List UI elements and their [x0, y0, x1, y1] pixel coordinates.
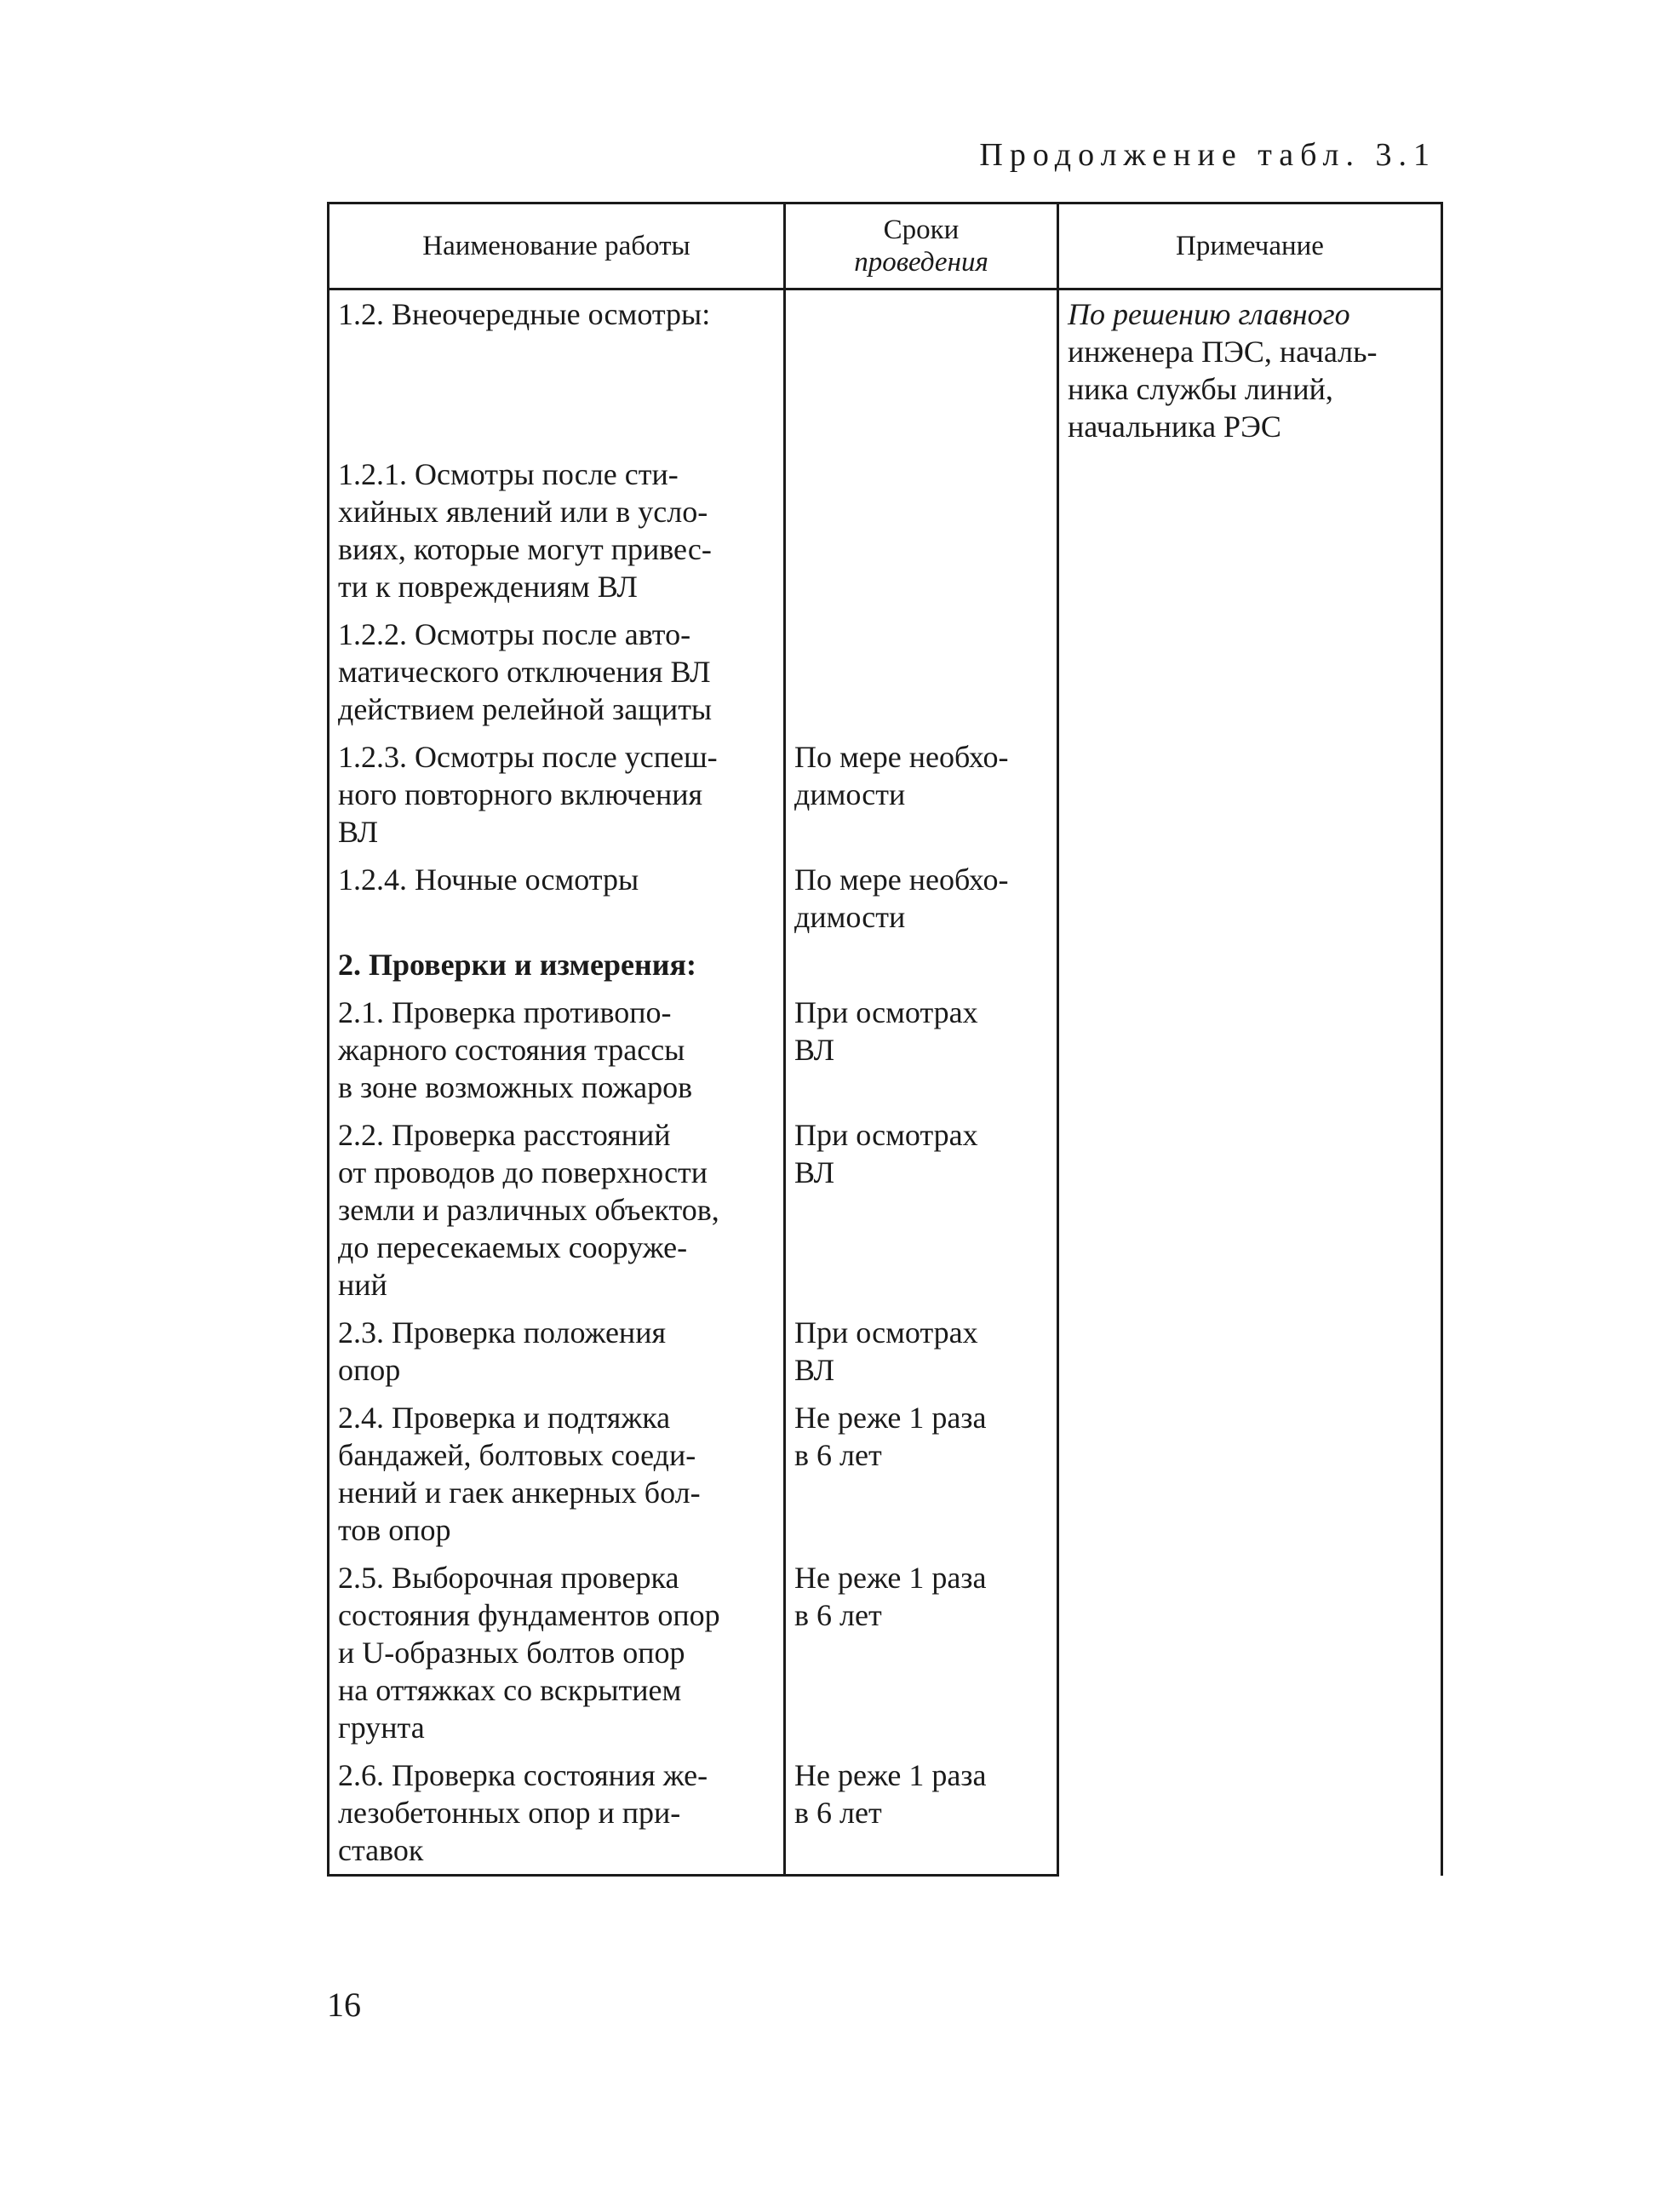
note-line: начальника РЭС [1068, 410, 1281, 444]
schedule-line: По мере необхо- [794, 862, 1009, 897]
schedule-cell [785, 1751, 1058, 1876]
work-name-line: 2.5. Выборочная проверка [338, 1561, 679, 1595]
work-name-line: 2.4. Проверка и подтяжка [338, 1401, 671, 1435]
work-name-line: ВЛ [338, 815, 379, 849]
work-name-line: матического отключения ВЛ [338, 655, 711, 689]
schedule-cell [785, 989, 1058, 1111]
work-name-line [338, 333, 778, 370]
page-number: 16 [327, 1986, 361, 2024]
work-name-line: хийных явлений или в усло- [338, 495, 708, 529]
work-name-cell [329, 989, 785, 1111]
work-name-line: земли и различных объектов, [338, 1193, 719, 1227]
work-name-cell [329, 1394, 785, 1554]
schedule-cell [785, 450, 1058, 610]
schedule-cell [785, 941, 1058, 989]
maintenance-table [327, 202, 1443, 1877]
note-cell [1058, 289, 1442, 1876]
work-name-line: ний [338, 1268, 387, 1302]
work-name-cell [329, 941, 785, 989]
note-line: ника службы линий, [1068, 372, 1333, 406]
schedule-cell [785, 1394, 1058, 1554]
work-name-line: виях, которые могут привес- [338, 532, 712, 566]
schedule-cell [785, 1111, 1058, 1309]
work-name-cell [329, 856, 785, 941]
work-name-line: бандажей, болтовых соеди- [338, 1438, 696, 1472]
work-name-line: лезобетонных опор и при- [338, 1796, 681, 1830]
work-name-line: 2.6. Проверка состояния же- [338, 1758, 708, 1792]
work-name-line: до пересекаемых сооруже- [338, 1230, 688, 1264]
schedule-line: димости [794, 900, 906, 934]
schedule-line: ВЛ [794, 1155, 835, 1189]
work-name-line: 2. Проверки и измерения: [338, 948, 696, 982]
work-name-line: 1.2. Внеочередные осмотры: [338, 297, 711, 331]
schedule-line: ВЛ [794, 1353, 835, 1387]
schedule-line: в 6 лет [794, 1598, 882, 1632]
work-name-line: действием релейной защиты [338, 692, 713, 726]
work-name-line: грунта [338, 1711, 425, 1745]
table-header-row [329, 203, 1442, 289]
work-name-cell [329, 1554, 785, 1751]
work-name-line: 2.2. Проверка расстояний [338, 1118, 671, 1152]
schedule-cell [785, 1554, 1058, 1751]
work-name-line: состояния фундаментов опор [338, 1598, 720, 1632]
table-body [329, 289, 1442, 1876]
work-name-line [338, 408, 778, 445]
work-name-line: от проводов до поверхности [338, 1155, 708, 1189]
work-name-line: опор [338, 1353, 401, 1387]
schedule-line: При осмотрах [794, 995, 978, 1029]
note-line: инженера ПЭС, началь- [1068, 335, 1378, 369]
work-name-cell [329, 733, 785, 856]
header-schedule-line2: проведения [854, 247, 988, 278]
schedule-line: При осмотрах [794, 1315, 978, 1350]
work-name-cell [329, 289, 785, 451]
work-name-line: в зоне возможных пожаров [338, 1070, 693, 1104]
table-row [329, 289, 1442, 451]
work-name-cell [329, 450, 785, 610]
note-line: По решению главного [1068, 297, 1350, 331]
work-name-line: на оттяжках со вскрытием [338, 1673, 682, 1707]
schedule-line: Не реже 1 раза [794, 1758, 987, 1792]
work-name-line: и U-образных болтов опор [338, 1636, 685, 1670]
work-name-line: 1.2.3. Осмотры после успеш- [338, 740, 718, 774]
work-name-cell [329, 610, 785, 733]
header-work-name: Наименование работы [329, 203, 785, 289]
schedule-line: Не реже 1 раза [794, 1561, 987, 1595]
header-schedule [785, 203, 1058, 289]
work-name-line: ставок [338, 1833, 424, 1867]
schedule-line: По мере необхо- [794, 740, 1009, 774]
work-name-line: 1.2.1. Осмотры после сти- [338, 457, 679, 491]
work-name-cell [329, 1751, 785, 1876]
work-name-line: 2.3. Проверка положения [338, 1315, 667, 1350]
header-note: Примечание [1058, 203, 1442, 289]
schedule-line: Не реже 1 раза [794, 1401, 987, 1435]
schedule-line: димости [794, 777, 906, 811]
work-name-cell [329, 1111, 785, 1309]
work-name-line: ти к повреждениям ВЛ [338, 570, 638, 604]
schedule-cell [785, 610, 1058, 733]
work-name-line: 1.2.4. Ночные осмотры [338, 862, 639, 897]
work-name-line: жарного состояния трассы [338, 1033, 685, 1067]
schedule-cell [785, 289, 1058, 451]
work-name-line [338, 370, 778, 408]
work-name-line: ного повторного включения [338, 777, 703, 811]
schedule-line: в 6 лет [794, 1796, 882, 1830]
schedule-line: ВЛ [794, 1033, 835, 1067]
schedule-cell [785, 1309, 1058, 1394]
schedule-line: в 6 лет [794, 1438, 882, 1472]
work-name-line: 1.2.2. Осмотры после авто- [338, 617, 691, 651]
schedule-line: При осмотрах [794, 1118, 978, 1152]
work-name-line: тов опор [338, 1513, 451, 1547]
work-name-line: нений и гаек анкерных бол- [338, 1476, 701, 1510]
schedule-cell [785, 733, 1058, 856]
header-schedule-line1: Сроки [883, 215, 960, 245]
table-continuation-label: Продолжение табл. 3.1 [979, 137, 1436, 173]
work-name-line: 2.1. Проверка противопо- [338, 995, 672, 1029]
schedule-cell [785, 856, 1058, 941]
work-name-cell [329, 1309, 785, 1394]
